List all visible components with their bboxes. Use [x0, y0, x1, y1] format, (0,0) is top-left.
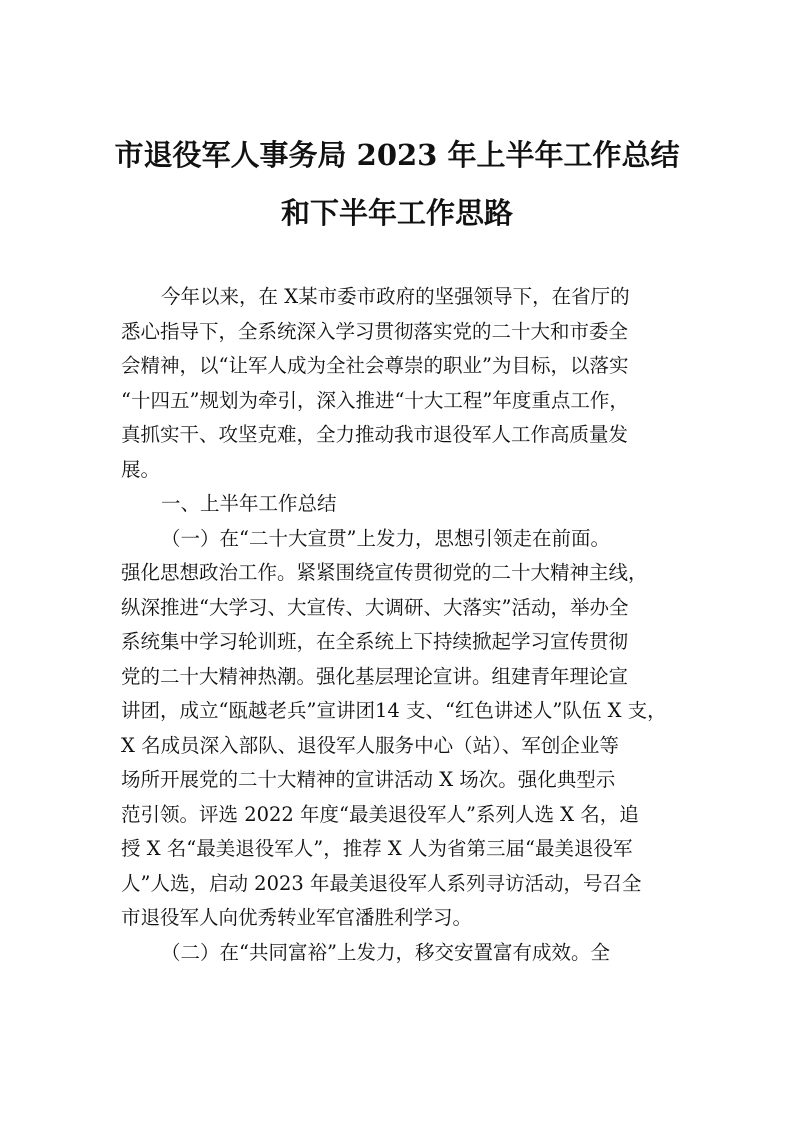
body-line: 展。 [121, 457, 161, 481]
section-heading: 一、上半年工作总结 [161, 492, 337, 515]
body-line: 纵深推进“大学习、大宣传、大调研、大落实”活动，举办全 [121, 595, 629, 619]
body-line: X 名成员深入部队、退役军人服务中心（站）、军创企业等 [121, 733, 619, 757]
body-line: “十四五”规划为牵引，深入推进“十大工程”年度重点工作， [121, 388, 629, 412]
body-line: 场所开展党的二十大精神的宣讲活动 X 场次。强化典型示 [121, 768, 616, 791]
document-body [121, 280, 681, 970]
body-line: 市退役军人向优秀转业军官潘胜利学习。 [121, 906, 473, 929]
document-title-line-2: 和下半年工作思路 [280, 196, 513, 230]
body-line: 党的二十大精神热潮。强化基层理论宣讲。组建青年理论宣 [121, 664, 629, 688]
body-line: 强化思想政治工作。紧紧围绕宣传贯彻党的二十大精神主线， [121, 561, 648, 584]
body-line: 人”人选，启动 2023 年最美退役军人系列寻访活动，号召全 [121, 871, 642, 895]
body-line: 悉心指导下，全系统深入学习贯彻落实党的二十大和市委全 [121, 319, 629, 343]
subsection-heading: （二）在“共同富裕”上发力，移交安置富有成效。全 [161, 940, 610, 964]
body-line: 系统集中学习轮训班，在全系统上下持续掀起学习宣传贯彻 [121, 630, 629, 653]
body-line: 今年以来，在 X某市委市政府的坚强领导下，在省厅的 [161, 285, 630, 308]
body-line: 授 X 名“最美退役军人”，推荐 X 人为省第三届“最美退役军 [121, 837, 633, 860]
body-line: 真抓实干、攻坚克难，全力推动我市退役军人工作高质量发 [121, 423, 629, 446]
body-line: 讲团，成立“瓯越老兵”宣讲团14 支、“红色讲述人”队伍 X 支， [121, 699, 667, 722]
body-line: 范引领。评选 2022 年度“最美退役军人”系列人选 X 名，追 [121, 802, 639, 826]
body-line: 会精神，以“让军人成为全社会尊崇的职业”为目标，以落实 [121, 354, 629, 377]
subsection-heading: （一）在“二十大宣贯”上发力，思想引领走在前面。 [161, 526, 610, 550]
document-title-line-1: 市退役军人事务局 2023 年上半年工作总结 [114, 138, 680, 172]
